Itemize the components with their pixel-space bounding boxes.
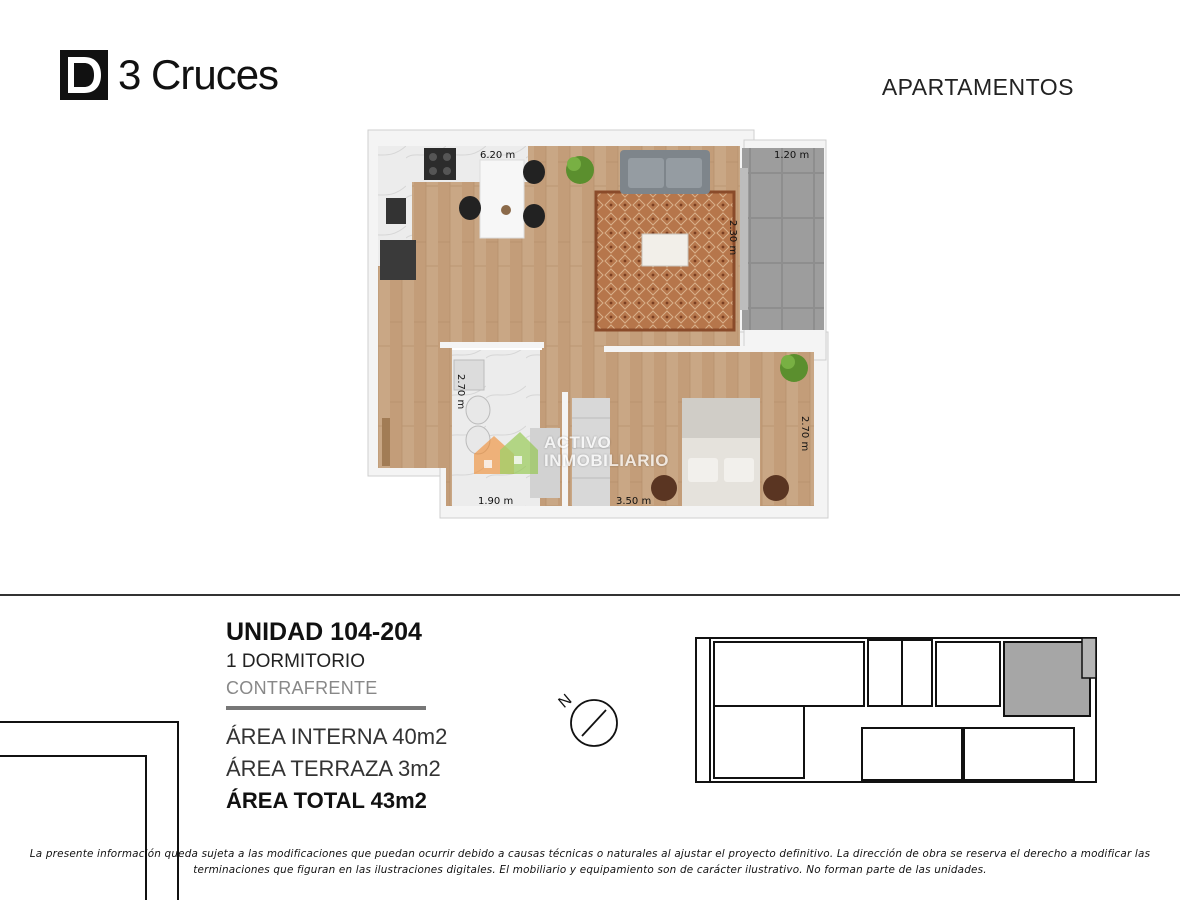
dimension-bedroom-width: 3.50 m: [616, 496, 652, 507]
section-divider: [0, 594, 1180, 596]
compass-label: N: [555, 691, 576, 712]
north-compass: [548, 690, 624, 755]
brand-logo: [60, 50, 278, 100]
building-key-plan: [694, 634, 1100, 784]
logo-mark: [60, 50, 108, 100]
unit-rooms: 1 DORMITORIO: [226, 651, 365, 672]
unit-underline: [226, 706, 426, 710]
highlighted-unit: [1004, 642, 1090, 716]
watermark-line-1: ACTIVO: [544, 433, 612, 452]
watermark: [470, 428, 669, 476]
compass-icon: [548, 690, 624, 750]
watermark-line-2: INMOBILIARIO: [544, 451, 669, 470]
dimension-living-depth: 2.30 m: [727, 220, 738, 256]
section-label: APARTAMENTOS: [881, 74, 1074, 100]
unit-orientation: CONTRAFRENTE: [226, 678, 378, 698]
dimension-terrace-width: 1.20 m: [774, 150, 810, 161]
dimension-bath-depth: 2.70 m: [455, 374, 466, 410]
area-terrace: ÁREA TERRAZA 3m2: [226, 756, 441, 781]
unit-title: UNIDAD 104-204: [226, 618, 422, 646]
area-internal: ÁREA INTERNA 40m2: [226, 724, 448, 749]
dimension-kitchen-width: 6.20 m: [480, 150, 516, 161]
area-total: ÁREA TOTAL 43m2: [226, 788, 427, 813]
dimension-bath-width: 1.90 m: [478, 496, 514, 507]
watermark-house-icon: [470, 428, 540, 476]
dimension-bedroom-depth: 2.70 m: [799, 416, 810, 452]
legal-disclaimer: La presente información queda sujeta a las modificaciones que puedan ocurrir debido a causas técnicas o naturales al ajustar el proyecto definitivo. La dirección de obra se reserva el derecho a modificar las terminaciones que figuran en las ilustraciones digitales. El mobiliario y equipamiento son de carácter ilustrativo. No forman parte de las unidades.: [29, 848, 1151, 876]
logo-wordmark: 3 Cruces: [118, 51, 279, 98]
